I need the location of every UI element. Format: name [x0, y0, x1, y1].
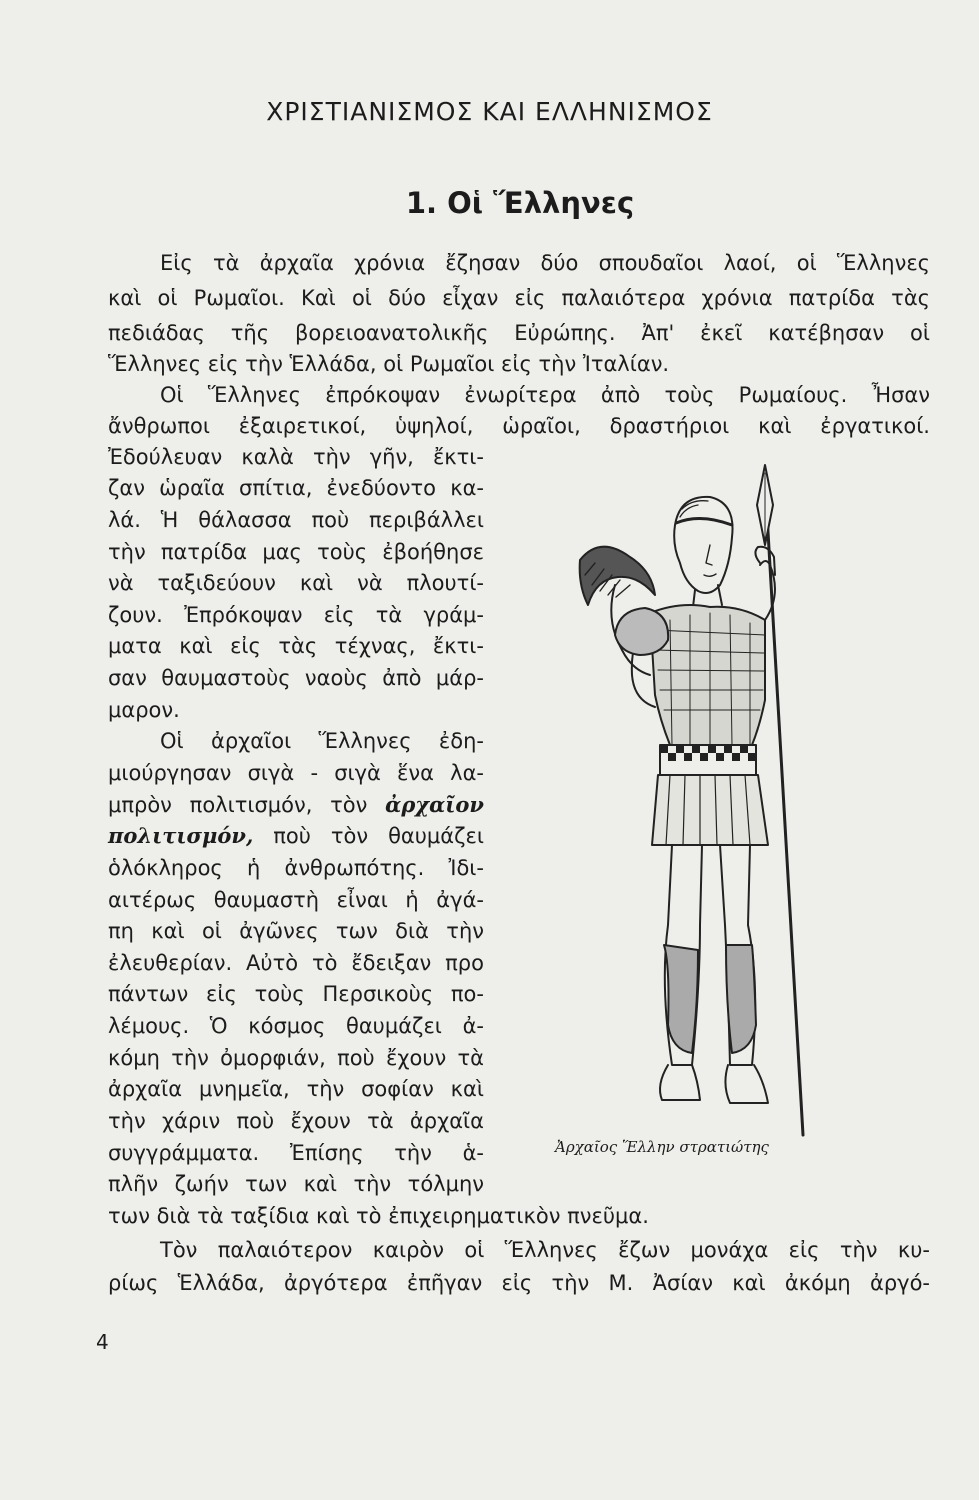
text-line: Ἐδούλευαν καλὰ τὴν γῆν, ἔκτι-	[108, 445, 484, 469]
text-line: κόμη τὴν ὀμορφιάν, ποὺ ἔχουν τὰ	[108, 1046, 484, 1070]
text-line: ζουν. Ἐπρόκοψαν εἰς τὰ γράμ-	[108, 603, 484, 627]
text-line	[108, 821, 484, 851]
chapter-title: 1. Οἱ Ἕλληνες	[405, 186, 635, 220]
text-line: ἐλευθερίαν. Αὐτὸ τὸ ἔδειξαν προ	[108, 951, 484, 975]
text-line: ζαν ὡραῖα σπίτια, ἐνεδύοντο κα-	[108, 476, 484, 500]
text-line: μιούργησαν σιγὰ - σιγὰ ἕνα λα-	[108, 761, 484, 785]
text-line: ἄνθρωποι ἐξαιρετικοί, ὑψηλοί, ὡραῖοι, δραστήριοι καὶ ἐργατικοί.	[108, 414, 930, 438]
page-number: 4	[96, 1330, 109, 1354]
text-line: Ἕλληνες εἰς τὴν Ἑλλάδα, οἱ Ρωμαῖοι εἰς τὴν Ἰταλίαν.	[108, 352, 670, 376]
text-line: πη καὶ οἱ ἀγῶνες των διὰ τὴν	[108, 919, 484, 943]
emphasis-text: ἀρχαῖον	[385, 792, 484, 817]
text-line: ἀρχαῖα μνημεῖα, τὴν σοφίαν καὶ	[108, 1077, 484, 1101]
text-line: Εἰς τὰ ἀρχαῖα χρόνια ἔζησαν δύο σπουδαῖοι λαοί, οἱ Ἕλληνες	[160, 251, 930, 275]
text-line: ὁλόκληρος ἡ ἀνθρωπότης. Ἰδι-	[108, 856, 484, 880]
text-line: νὰ ταξιδεύουν καὶ νὰ πλουτί-	[108, 571, 484, 595]
text-line: πεδιάδας τῆς βορειοανατολικῆς Εὐρώπης. Ἀπ' ἐκεῖ κατέβησαν οἱ	[108, 321, 930, 345]
emphasis-text: πολιτισμόν,	[108, 823, 254, 848]
text-line: πάντων εἰς τοὺς Περσικοὺς πο-	[108, 982, 484, 1006]
figure-caption: Ἀρχαῖος Ἕλλην στρατιώτης	[555, 1138, 769, 1156]
text-line: λέμους. Ὁ κόσμος θαυμάζει ἀ-	[108, 1014, 484, 1038]
text-line: καὶ οἱ Ρωμαῖοι. Καὶ οἱ δύο εἶχαν εἰς παλαιότερα χρόνια πατρίδα τὰς	[108, 286, 930, 310]
text-line: ρίως Ἑλλάδα, ἀργότερα ἐπῆγαν εἰς τὴν Μ. Ἀσίαν καὶ ἀκόμη ἀργό-	[108, 1271, 930, 1295]
text-line: συγγράμματα. Ἐπίσης τὴν ἁ-	[108, 1141, 484, 1165]
book-title: ΧΡΙΣΤΙΑΝΙΣΜΟΣ ΚΑΙ ΕΛΛΗΝΙΣΜΟΣ	[266, 97, 713, 126]
text-run: ποὺ τὸν θαυμάζει	[273, 824, 484, 848]
text-line: πλῆν ζωήν των καὶ τὴν τόλμην	[108, 1172, 484, 1196]
text-line: σαν θαυμαστοὺς ναοὺς ἀπὸ μάρ-	[108, 666, 484, 690]
text-line: τὴν πατρίδα μας τοὺς ἐβοήθησε	[108, 540, 484, 564]
ancient-greek-soldier-illustration	[560, 445, 860, 1160]
text-line	[108, 790, 484, 820]
text-line: αιτέρως θαυμαστὴ εἶναι ἡ ἀγά-	[108, 888, 484, 912]
text-line: Τὸν παλαιότερον καιρὸν οἱ Ἕλληνες ἔζων μονάχα εἰς τὴν κυ-	[160, 1238, 930, 1262]
text-line: ματα καὶ εἰς τὰς τέχνας, ἔκτι-	[108, 634, 484, 658]
text-line: των διὰ τὰ ταξίδια καὶ τὸ ἐπιχειρηματικὸν πνεῦμα.	[108, 1204, 649, 1228]
text-line: μαρον.	[108, 698, 180, 722]
text-run: μπρὸν πολιτισμόν, τὸν	[108, 793, 368, 817]
belt-pattern	[660, 745, 756, 775]
text-line: λά. Ἡ θάλασσα ποὺ περιβάλλει	[108, 508, 484, 532]
text-line: Οἱ ἀρχαῖοι Ἕλληνες ἐδη-	[160, 729, 484, 753]
text-line: Οἱ Ἕλληνες ἐπρόκοψαν ἐνωρίτερα ἀπὸ τοὺς Ρωμαίους. Ἦσαν	[160, 383, 930, 407]
text-line: τὴν χάριν ποὺ ἔχουν τὰ ἀρχαῖα	[108, 1109, 484, 1133]
